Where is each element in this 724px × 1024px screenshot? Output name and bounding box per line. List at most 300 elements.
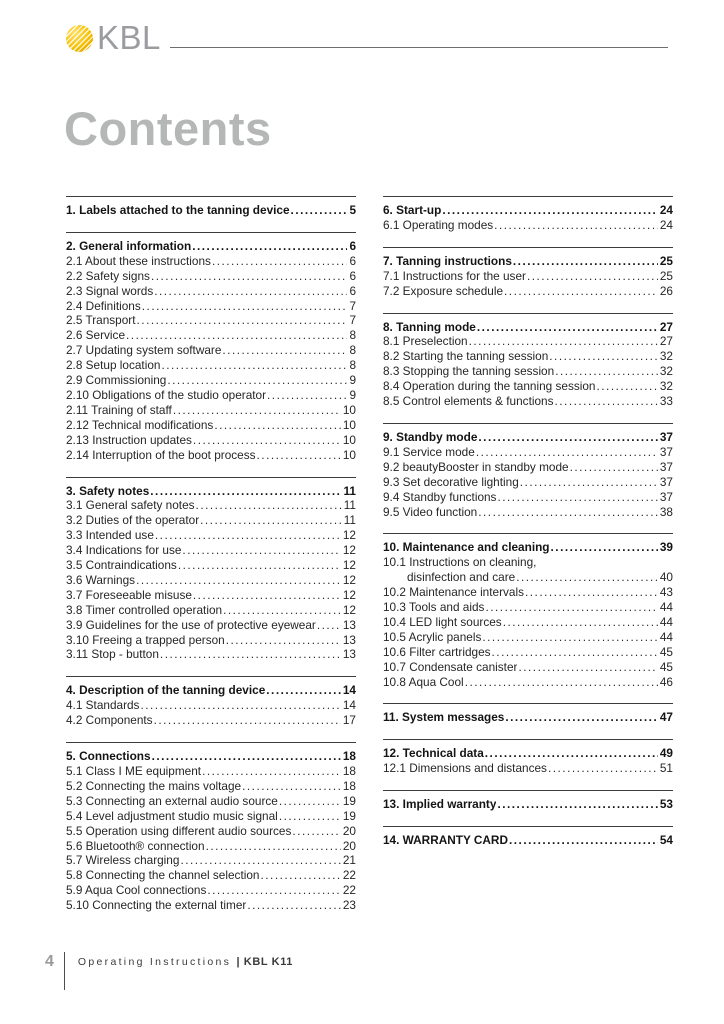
toc-leader-dots [476, 445, 658, 460]
toc-page-number: 7 [349, 298, 356, 313]
toc-entry [66, 898, 356, 913]
toc-leader-dots [518, 660, 657, 675]
toc-entry-label: 13. Implied warranty [383, 797, 497, 812]
toc-page-number: 26 [659, 283, 673, 298]
toc-entry [383, 349, 673, 364]
toc-entry [383, 284, 673, 299]
toc-entry [383, 570, 673, 585]
toc-leader-dots [317, 618, 341, 633]
toc-page-number: 21 [342, 853, 356, 868]
toc-entry-label: 2.9 Commissioning [66, 373, 167, 388]
toc-entry [66, 513, 356, 528]
toc-page-number: 11 [343, 513, 356, 528]
toc-page-number: 39 [659, 540, 673, 555]
toc-leader-dots [292, 824, 340, 839]
toc-entry [66, 839, 356, 854]
toc-section-heading [383, 430, 673, 445]
toc-entry-label: 3.10 Freeing a trapped person [66, 632, 225, 647]
toc-leader-dots [485, 600, 657, 615]
toc-leader-dots [150, 484, 341, 499]
toc-entry-label: 12.1 Dimensions and distances [383, 761, 547, 776]
toc-entry-label: disinfection and care [407, 570, 516, 585]
toc-entry [66, 633, 356, 648]
toc-section-heading [383, 797, 673, 812]
toc-entry-label: 8.3 Stopping the tanning session [383, 364, 555, 379]
toc-entry [383, 445, 673, 460]
toc-entry [383, 660, 673, 675]
toc-entry-label: 2.5 Transport [66, 313, 136, 328]
toc-entry [66, 809, 356, 824]
toc-entry-label: 10.7 Condensate canister [383, 659, 518, 674]
toc-page-number: 17 [342, 713, 356, 728]
toc-section [383, 790, 673, 812]
toc-entry [66, 284, 356, 299]
toc-entry-label: 8.2 Starting the tanning session [383, 349, 549, 364]
toc-leader-dots [193, 433, 341, 448]
toc-leader-dots [223, 603, 341, 618]
page-title: Contents [64, 102, 272, 155]
toc-leader-dots [551, 540, 658, 555]
toc-leader-dots [152, 749, 341, 764]
toc-leader-dots [478, 505, 658, 520]
toc-leader-dots [196, 498, 342, 513]
toc-section [66, 196, 356, 218]
toc-entry [66, 588, 356, 603]
toc-page-number: 44 [659, 614, 673, 629]
toc-leader-dots [555, 364, 658, 379]
toc-page-number: 22 [342, 868, 356, 883]
toc-page-number: 10 [342, 447, 356, 462]
footer-page-number: 4 [45, 953, 54, 970]
toc-page-number: 18 [342, 764, 356, 778]
toc-leader-dots [193, 588, 341, 603]
toc-page-number: 5 [349, 203, 356, 217]
toc-entry-label: 9.4 Standby functions [383, 489, 497, 504]
toc-entry [383, 630, 673, 645]
toc-leader-dots [469, 334, 658, 349]
toc-entry-label: 2.4 Definitions [66, 298, 141, 313]
toc-left-column [66, 196, 356, 913]
toc-entry [66, 558, 356, 573]
toc-entry-label: 10.6 Filter cartridges [383, 644, 491, 659]
toc-page-number: 11 [343, 498, 356, 513]
toc-entry-label: 10.4 LED light sources [383, 614, 502, 629]
toc-leader-dots [279, 809, 341, 824]
toc-page-number: 20 [342, 838, 356, 853]
toc-entry [383, 505, 673, 520]
table-of-contents [66, 196, 673, 913]
toc-leader-dots [151, 269, 347, 284]
toc-entry [66, 883, 356, 898]
toc-section [383, 196, 673, 233]
toc-page-number: 12 [342, 602, 356, 617]
toc-page-number: 27 [659, 319, 673, 334]
toc-leader-dots [214, 418, 341, 433]
toc-entry [66, 418, 356, 433]
toc-entry [66, 313, 356, 328]
toc-entry-label: 10.8 Aqua Cool [383, 674, 464, 689]
toc-leader-dots [520, 475, 658, 490]
toc-entry [66, 498, 356, 513]
toc-page-number: 37 [659, 489, 673, 504]
toc-leader-dots [485, 746, 658, 761]
toc-page-number: 51 [659, 761, 673, 776]
toc-leader-dots [549, 349, 658, 364]
toc-page-number: 38 [659, 504, 673, 519]
toc-entry-label: 2. General information [66, 238, 192, 253]
toc-entry-label: 3.6 Warnings [66, 572, 136, 587]
toc-entry-label: 5.8 Connecting the channel selection [66, 868, 260, 883]
toc-leader-dots [167, 373, 347, 388]
toc-page-number: 27 [659, 334, 673, 349]
toc-leader-dots [465, 675, 658, 690]
toc-page-number: 33 [659, 394, 673, 409]
toc-section-heading [66, 203, 356, 218]
toc-page-number: 13 [342, 647, 356, 662]
toc-entry-label: 9.2 beautyBooster in standby mode [383, 459, 569, 474]
toc-entry-label: 3. Safety notes [66, 483, 150, 498]
toc-page-number: 32 [659, 349, 673, 364]
toc-entry [383, 394, 673, 409]
toc-entry-label: 9.3 Set decorative lighting [383, 474, 519, 489]
toc-leader-dots [267, 388, 347, 403]
toc-entry [383, 585, 673, 600]
toc-page-number: 8 [349, 343, 356, 358]
toc-leader-dots [154, 713, 341, 728]
toc-entry-label: 4.1 Standards [66, 698, 140, 713]
toc-entry [66, 528, 356, 543]
toc-leader-dots [492, 645, 658, 660]
toc-leader-dots [505, 710, 658, 725]
toc-section [66, 477, 356, 663]
toc-entry [66, 543, 356, 558]
toc-section [383, 533, 673, 689]
toc-page-number: 18 [342, 749, 356, 764]
toc-section-heading [383, 746, 673, 761]
footer-product-name: | KBL K11 [236, 956, 294, 968]
toc-entry-label: 8. Tanning mode [383, 319, 476, 334]
toc-page-number: 11 [343, 483, 356, 498]
toc-leader-dots [222, 343, 347, 358]
toc-page-number: 37 [659, 444, 673, 459]
toc-entry-label: 6.1 Operating modes [383, 217, 494, 232]
toc-leader-dots [266, 683, 341, 698]
toc-entry-label: 3.1 General safety notes [66, 498, 195, 513]
toc-entry-label: 5.9 Aqua Cool connections [66, 883, 207, 898]
toc-leader-dots [525, 585, 658, 600]
toc-entry-label: 5.2 Connecting the mains voltage [66, 778, 242, 793]
toc-leader-dots [212, 254, 348, 269]
toc-page-number: 10 [342, 417, 356, 432]
toc-leader-dots [155, 528, 341, 543]
toc-entry-label: 9. Standby mode [383, 429, 478, 444]
toc-entry [383, 460, 673, 475]
toc-page-number: 40 [659, 570, 673, 585]
toc-entry-label: 7. Tanning instructions [383, 253, 512, 268]
toc-section [383, 703, 673, 725]
toc-entry-label: 4. Description of the tanning device [66, 683, 266, 698]
toc-section [383, 826, 673, 848]
toc-page-number: 43 [659, 585, 673, 600]
toc-entry-label: 2.1 About these instructions [66, 253, 211, 268]
toc-entry [66, 373, 356, 388]
toc-page-number: 12 [342, 572, 356, 587]
toc-section-heading [383, 540, 673, 555]
toc-leader-dots [555, 394, 658, 409]
toc-entry-label: 3.8 Timer controlled operation [66, 602, 223, 617]
toc-entry-label: 4.2 Components [66, 713, 153, 728]
toc-leader-dots [509, 833, 658, 848]
toc-page-number: 7 [349, 313, 356, 328]
toc-entry-label: 10.1 Instructions on cleaning, [383, 555, 537, 570]
toc-entry-label: 5.7 Wireless charging [66, 853, 180, 868]
toc-entry-label: 5.1 Class I ME equipment [66, 764, 202, 778]
header-rule [170, 47, 668, 48]
toc-page-number: 8 [349, 358, 356, 373]
toc-entry-label: 1. Labels attached to the tanning device [66, 203, 290, 217]
toc-leader-dots [570, 460, 658, 475]
footer-doc-title [78, 956, 293, 968]
toc-leader-dots [226, 633, 341, 648]
toc-entry-label: 3.11 Stop - button [66, 647, 159, 662]
toc-entry-label: 2.12 Technical modifications [66, 417, 214, 432]
toc-page-number: 19 [342, 793, 356, 808]
toc-section [66, 676, 356, 728]
toc-entry [383, 364, 673, 379]
toc-page-number: 18 [342, 778, 356, 793]
toc-leader-dots [173, 403, 341, 418]
toc-page-number: 12 [342, 543, 356, 558]
toc-right-column [383, 196, 673, 913]
toc-page-number: 32 [659, 379, 673, 394]
kbl-sun-sphere-icon [66, 25, 93, 52]
toc-page-number: 46 [659, 674, 673, 689]
toc-entry-label: 7.2 Exposure schedule [383, 283, 504, 298]
toc-entry [383, 645, 673, 660]
toc-leader-dots [137, 313, 348, 328]
toc-entry [383, 555, 673, 570]
toc-entry [66, 647, 356, 662]
toc-page-number: 22 [342, 883, 356, 898]
toc-section [383, 739, 673, 776]
toc-section-heading [383, 320, 673, 335]
toc-page-number: 13 [342, 617, 356, 632]
toc-entry [66, 713, 356, 728]
toc-entry-label: 10.5 Acrylic panels [383, 629, 482, 644]
toc-page-number: 14 [342, 698, 356, 713]
toc-entry-label: 2.13 Instruction updates [66, 432, 192, 447]
toc-page-number: 25 [659, 253, 673, 268]
toc-leader-dots [503, 615, 658, 630]
footer-doc-title-label: Operating Instructions [77, 956, 237, 968]
toc-leader-dots [202, 764, 341, 779]
toc-entry-label: 9.1 Service mode [383, 444, 475, 459]
toc-leader-dots [160, 647, 341, 662]
toc-page-number: 45 [659, 659, 673, 674]
toc-section-heading [66, 749, 356, 764]
footer-divider [64, 952, 65, 990]
toc-entry-label: 3.2 Duties of the operator [66, 513, 200, 528]
toc-entry [66, 328, 356, 343]
toc-entry [66, 853, 356, 868]
toc-page-number: 24 [659, 203, 673, 217]
toc-page-number: 12 [342, 528, 356, 543]
toc-entry [383, 475, 673, 490]
toc-entry-label: 10.2 Maintenance intervals [383, 585, 524, 600]
toc-page-number: 54 [659, 833, 673, 848]
toc-page-number: 47 [659, 710, 673, 725]
toc-entry-label: 2.11 Training of staff [66, 402, 172, 417]
toc-page-number: 20 [342, 823, 356, 838]
toc-leader-dots [126, 328, 347, 343]
toc-section-heading [383, 833, 673, 848]
toc-entry [66, 254, 356, 269]
toc-leader-dots [182, 543, 340, 558]
toc-leader-dots [516, 570, 658, 585]
toc-leader-dots [242, 779, 341, 794]
toc-page-number: 6 [349, 238, 356, 253]
toc-page-number: 12 [342, 587, 356, 602]
toc-leader-dots [291, 203, 348, 218]
toc-entry [66, 868, 356, 883]
toc-leader-dots [154, 284, 347, 299]
toc-entry [66, 794, 356, 809]
toc-entry-label: 5.5 Operation using different audio sources [66, 823, 292, 838]
toc-section [383, 247, 673, 299]
toc-entry-label: 12. Technical data [383, 746, 484, 761]
toc-leader-dots [279, 794, 341, 809]
toc-leader-dots [477, 320, 658, 335]
toc-entry [66, 358, 356, 373]
kbl-logo-text: KBL [97, 19, 161, 56]
toc-page-number: 49 [659, 746, 673, 761]
toc-entry-label: 10. Maintenance and cleaning [383, 540, 550, 555]
toc-leader-dots [142, 299, 348, 314]
toc-page-number: 32 [659, 364, 673, 379]
toc-leader-dots [260, 868, 340, 883]
toc-page-number: 37 [659, 474, 673, 489]
toc-page-number: 24 [659, 217, 673, 232]
toc-page-number: 6 [349, 253, 356, 268]
toc-section [383, 313, 673, 409]
toc-page-number: 19 [342, 808, 356, 823]
toc-page-number: 12 [342, 558, 356, 573]
toc-entry [66, 824, 356, 839]
toc-page-number: 44 [659, 629, 673, 644]
toc-page-number: 37 [659, 429, 673, 444]
toc-entry [383, 600, 673, 615]
toc-entry-label: 5.3 Connecting an external audio source [66, 793, 278, 808]
toc-entry-label: 3.9 Guidelines for the use of protective eyewear [66, 617, 316, 632]
toc-leader-dots [497, 490, 657, 505]
toc-leader-dots [180, 853, 340, 868]
toc-page-number: 6 [349, 283, 356, 298]
toc-page-number: 13 [342, 632, 356, 647]
toc-entry-label: 11. System messages [383, 710, 505, 725]
toc-section [383, 423, 673, 519]
toc-leader-dots [207, 883, 341, 898]
toc-entry [66, 573, 356, 588]
toc-page-number: 8 [349, 328, 356, 343]
toc-leader-dots [494, 218, 658, 233]
toc-entry [383, 615, 673, 630]
toc-leader-dots [513, 254, 658, 269]
toc-entry [66, 299, 356, 314]
toc-leader-dots [504, 284, 658, 299]
toc-entry [66, 779, 356, 794]
toc-section-heading [66, 239, 356, 254]
toc-entry-label: 9.5 Video function [383, 504, 478, 519]
toc-entry [66, 764, 356, 779]
toc-entry [66, 269, 356, 284]
toc-entry-label: 2.3 Signal words [66, 283, 154, 298]
toc-entry [66, 698, 356, 713]
toc-page-number: 23 [342, 898, 356, 913]
toc-leader-dots [442, 203, 658, 218]
toc-entry-label: 10.3 Tools and aids [383, 600, 485, 615]
toc-leader-dots [478, 430, 657, 445]
toc-entry-label: 14. WARRANTY CARD [383, 833, 508, 848]
toc-leader-dots [597, 379, 658, 394]
toc-entry [383, 334, 673, 349]
toc-entry-label: 2.8 Setup location [66, 358, 161, 373]
toc-leader-dots [178, 558, 341, 573]
toc-page-number: 44 [659, 600, 673, 615]
toc-entry-label: 8.1 Preselection [383, 334, 468, 349]
toc-leader-dots [192, 239, 347, 254]
toc-leader-dots [548, 761, 658, 776]
toc-entry [383, 218, 673, 233]
toc-page-number: 10 [342, 432, 356, 447]
toc-entry-label: 7.1 Instructions for the user [383, 268, 526, 283]
toc-page-number: 10 [342, 402, 356, 417]
toc-section-heading [66, 484, 356, 499]
toc-entry-label: 3.7 Foreseeable misuse [66, 587, 192, 602]
toc-leader-dots [206, 839, 341, 854]
page-footer [45, 952, 293, 990]
toc-entry-label: 5.10 Connecting the external timer [66, 898, 247, 913]
toc-entry-label: 2.7 Updating system software [66, 343, 222, 358]
toc-entry-label: 2.10 Obligations of the studio operator [66, 387, 267, 402]
toc-page-number: 53 [659, 797, 673, 812]
toc-entry [66, 343, 356, 358]
toc-entry [66, 388, 356, 403]
toc-page-number: 9 [349, 373, 356, 388]
toc-page-number: 6 [349, 268, 356, 283]
toc-entry-label: 8.5 Control elements & functions [383, 394, 554, 409]
toc-section-heading [66, 683, 356, 698]
toc-leader-dots [482, 630, 658, 645]
toc-entry-label: 2.14 Interruption of the boot process [66, 447, 256, 462]
toc-entry [383, 379, 673, 394]
toc-entry [383, 761, 673, 776]
toc-section-heading [383, 254, 673, 269]
toc-leader-dots [161, 358, 347, 373]
toc-page-number: 45 [659, 644, 673, 659]
toc-section [66, 742, 356, 913]
toc-leader-dots [200, 513, 342, 528]
toc-entry [383, 490, 673, 505]
toc-leader-dots [497, 797, 657, 812]
toc-entry-label: 6. Start-up [383, 203, 442, 217]
toc-page-number: 9 [349, 387, 356, 402]
toc-entry-label: 3.4 Indications for use [66, 543, 182, 558]
toc-entry-label: 3.3 Intended use [66, 528, 154, 543]
toc-section [66, 232, 356, 463]
toc-entry [383, 675, 673, 690]
toc-leader-dots [140, 698, 340, 713]
page-header [66, 19, 668, 56]
